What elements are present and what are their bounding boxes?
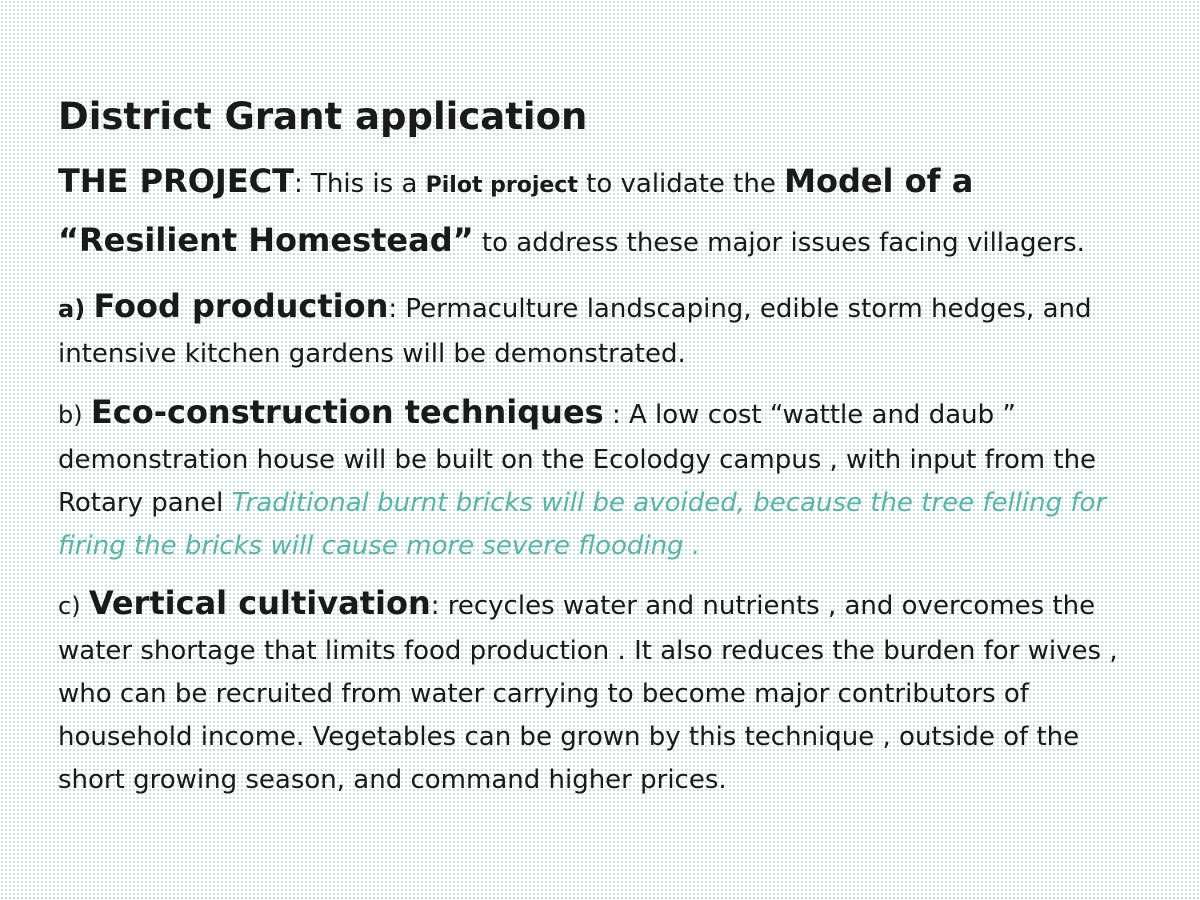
item-c-prefix: c) — [58, 592, 81, 621]
item-c-text: : recycles water and nutrients , and overcomes the water shortage that limits food production . It also reduces the burden for wives , who can be recruited from water carrying to become major contributors of household income. Vegetables can be grown by this technique , outside of the short growing season, and command higher prices. — [58, 591, 1118, 795]
model-text: Model of a “Resilient Homestead” — [58, 161, 974, 260]
item-a-text: : Permaculture landscaping, edible storm hedges, and intensive kitchen gardens will be demonstrated. — [58, 294, 1092, 370]
project-text-2: to validate the — [577, 168, 785, 199]
item-a-paragraph — [58, 280, 1148, 376]
item-b-highlight: Traditional burnt bricks will be avoided, because the tree felling for firing the bricks will cause more severe flooding . — [58, 487, 1107, 561]
item-a-heading: Food production — [93, 287, 389, 326]
project-label: THE PROJECT — [58, 161, 294, 200]
project-text-1: : This is a — [293, 168, 426, 199]
item-c-heading: Vertical cultivation — [88, 584, 431, 623]
item-b-text: : A low cost “wattle and daub ” demonstration house will be built on the Ecolodgy campus , with input from the Rotary panel — [58, 400, 1097, 518]
item-c-paragraph — [58, 577, 1148, 801]
project-text-3: to address these major issues facing villagers. — [473, 228, 1085, 259]
item-b-paragraph — [58, 386, 1148, 567]
slide-content — [58, 92, 1148, 812]
project-paragraph — [58, 152, 1148, 270]
slide-title: District Grant application — [58, 95, 588, 138]
item-b-prefix: b) — [58, 401, 83, 429]
pilot-project-text: Pilot project — [425, 172, 578, 198]
item-a-prefix: a) — [58, 295, 86, 324]
item-b-heading: Eco-construction techniques — [90, 393, 604, 431]
